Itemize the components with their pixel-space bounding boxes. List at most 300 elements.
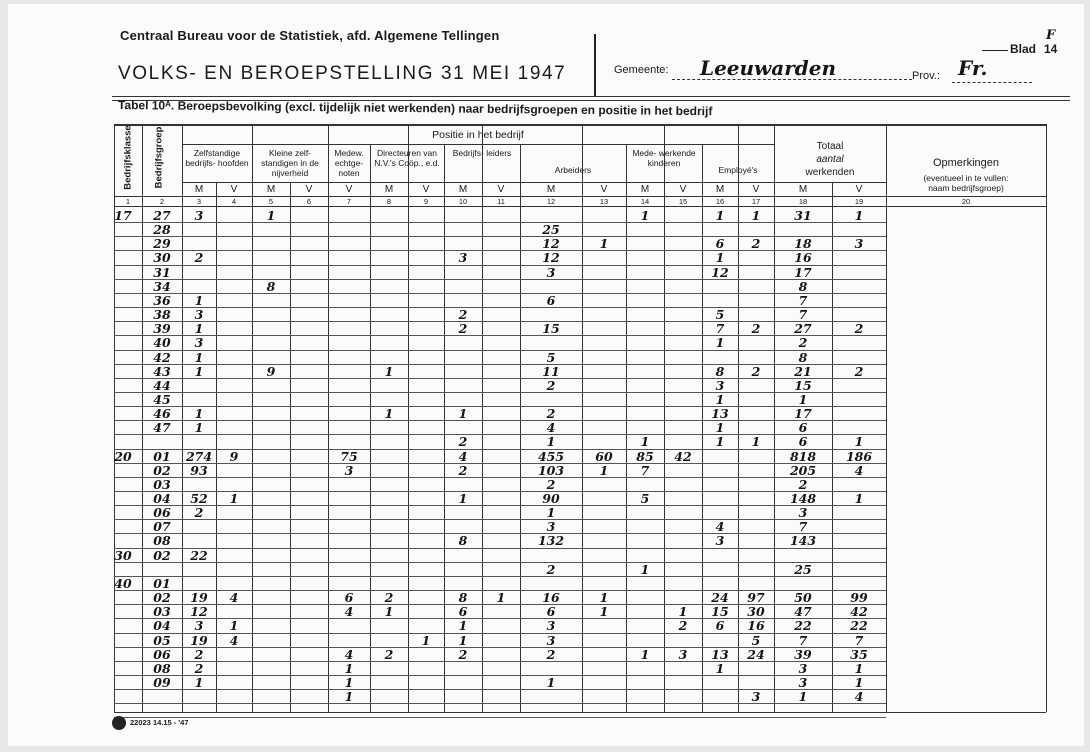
table-cell: 2 (458, 646, 468, 662)
table-cell: 1 (229, 618, 239, 634)
table-cell: 12 (542, 250, 560, 266)
mv-label: M (640, 184, 650, 195)
table-cell: 1 (194, 420, 204, 436)
column-number: 5 (268, 197, 274, 206)
column-number: 19 (854, 197, 864, 206)
mv-label: M (194, 184, 204, 195)
opmerkingen-note: naam bedrijfsgroep) (928, 183, 1004, 193)
table-cell: 22 (850, 618, 868, 634)
table-cell: 1 (599, 462, 609, 478)
group-divider (182, 144, 183, 182)
column-number: 4 (231, 197, 237, 206)
bedrijfsgroep-value: 43 (153, 363, 171, 379)
header-employes: Employé's (718, 165, 758, 175)
table-cell: 1 (599, 604, 609, 620)
prov-value: Fr. (958, 56, 988, 80)
mv-label: V (679, 184, 687, 195)
table-cell: 5 (640, 491, 650, 506)
bedrijfsgroep-value: 02 (153, 590, 171, 606)
row-rule (114, 265, 886, 266)
table-cell: 1 (458, 406, 468, 422)
bedrijfsgroep-value: 02 (153, 547, 171, 563)
table-cell: 2 (458, 321, 468, 337)
bedrijfsgroep-value: 29 (153, 236, 171, 252)
table-cell: 2 (194, 250, 204, 266)
group-divider (370, 144, 371, 182)
table-cell: 8 (715, 363, 725, 379)
table-cell: 1 (384, 406, 394, 422)
group-divider (702, 144, 703, 182)
table-cell: 1 (640, 208, 650, 223)
bedrijfsgroep-value: 46 (153, 406, 171, 422)
table-cell: 1 (194, 321, 204, 337)
row-rule (114, 406, 886, 407)
table-cell: 2 (751, 321, 761, 337)
table-cell: 143 (789, 533, 817, 549)
table-cell: 6 (458, 604, 468, 620)
table-cell: 1 (640, 561, 650, 577)
table-top-rule (114, 124, 1046, 126)
table-cell: 99 (850, 590, 868, 606)
table-cell: 1 (458, 491, 468, 506)
row-rule (114, 576, 886, 577)
table-cell: 1 (798, 689, 808, 705)
table-cell: 15 (542, 321, 560, 337)
table-cell: 1 (715, 208, 725, 223)
bedrijfsgroep-value: 31 (153, 264, 171, 280)
table-cell: 1 (854, 674, 864, 690)
opmerkingen-header: Opmerkingen (932, 157, 1000, 169)
row-rule (114, 350, 886, 351)
table-cell: 1 (546, 674, 556, 690)
table-cell: 1 (229, 491, 239, 506)
group-divider (444, 144, 445, 182)
bedrijfsgroep-value: 36 (153, 292, 171, 308)
bedrijfsgroep-value: 39 (153, 321, 171, 337)
table-cell: 1 (496, 590, 506, 606)
column-number: 15 (678, 197, 688, 206)
bedrijfsklasse-value: 30 (114, 547, 132, 563)
table-cell: 4 (229, 632, 239, 648)
table-cell: 35 (850, 646, 868, 662)
bedrijfsgroep-value: 07 (153, 519, 171, 535)
column-divider (482, 124, 483, 712)
bedrijfsgroep-value: 44 (153, 377, 171, 393)
table-cell: 12 (190, 604, 208, 620)
table-cell: 15 (711, 604, 729, 620)
table-cell: 39 (794, 646, 812, 662)
table-cell: 7 (798, 519, 808, 535)
table-cell: 8 (798, 349, 808, 365)
table-cell: 52 (190, 491, 208, 506)
table-cell: 3 (546, 264, 556, 280)
bedrijfsgroep-value: 04 (153, 491, 171, 506)
row-rule (114, 420, 886, 421)
table-cell: 2 (194, 646, 204, 662)
table-cell: 132 (537, 533, 565, 549)
table-cell: 4 (854, 689, 864, 705)
row-rule (114, 477, 886, 478)
group-divider (252, 144, 253, 182)
row-rule (114, 548, 886, 549)
bedrijfsgroep-value: 04 (153, 618, 171, 634)
table-cell: 1 (798, 391, 808, 407)
table-cell: 2 (751, 363, 761, 379)
table-cell: 455 (537, 448, 565, 464)
bedrijfsgroep-value: 05 (153, 632, 171, 648)
table-cell: 1 (384, 604, 394, 620)
table-cell: 1 (458, 618, 468, 634)
table-cell: 186 (845, 448, 873, 464)
table-cell: 17 (794, 406, 812, 422)
row-rule (114, 562, 886, 563)
table-cell: 19 (190, 590, 208, 606)
bedrijfsgroep-value: 47 (153, 420, 171, 436)
table-cell: 12 (711, 264, 729, 280)
table-cell: 25 (794, 561, 812, 577)
mv-label: M (266, 184, 276, 195)
column-number: 3 (196, 197, 202, 206)
table-cell: 1 (751, 208, 761, 223)
table-cell: 1 (715, 660, 725, 676)
gemeente-value: Leeuwarden (700, 56, 837, 80)
table-cell: 3 (798, 505, 808, 521)
bedrijfsgroep-value: 34 (153, 278, 171, 294)
header-medewerkende: Mede- werkende kinderen (632, 148, 696, 168)
mv-label: M (384, 184, 394, 195)
column-number: 6 (306, 197, 312, 206)
table-cell: 274 (185, 448, 213, 464)
table-cell: 3 (546, 632, 556, 648)
table-cell: 148 (789, 491, 817, 506)
bedrijfsgroep-value: 08 (153, 660, 171, 676)
table-cell: 1 (421, 632, 431, 648)
column-number: 8 (386, 197, 392, 206)
table-cell: 4 (229, 590, 239, 606)
mv-label: V (752, 184, 760, 195)
prov-label: Prov.: (912, 70, 940, 82)
table-cell: 1 (715, 335, 725, 351)
table-cell: 7 (854, 632, 864, 648)
table-cell: 1 (599, 236, 609, 252)
mv-label: V (230, 184, 238, 195)
table-cell: 1 (640, 434, 650, 450)
bedrijfsgroep-value: 06 (153, 646, 171, 662)
row-rule (114, 279, 886, 280)
header-zelfstandige: Zelfstandige bedrijfs- hoofden (185, 148, 249, 168)
table-cell: 2 (854, 321, 864, 337)
table-cell: 2 (384, 590, 394, 606)
table-cell: 47 (794, 604, 812, 620)
document-title: VOLKS- EN BEROEPSTELLING 31 MEI 1947 (118, 63, 567, 84)
bedrijfsgroep-value: 01 (153, 575, 171, 591)
bedrijfsgroep-value: 03 (153, 604, 171, 620)
table-cell: 1 (344, 660, 354, 676)
header-directeuren: Directeuren van N.V.'s Coöp., e.d. (374, 148, 440, 168)
table-cell: 90 (542, 491, 560, 506)
bedrijfsgroep-value: 28 (153, 222, 171, 238)
table-cell: 2 (458, 307, 468, 323)
table-cell: 3 (751, 689, 761, 705)
mv-label: M (715, 184, 725, 195)
table-cell: 1 (854, 660, 864, 676)
row-rule (114, 717, 886, 718)
table-cell: 4 (854, 462, 864, 478)
bedrijfsgroep-value: 02 (153, 462, 171, 478)
table-cell: 13 (711, 406, 729, 422)
table-cell: 205 (789, 462, 817, 478)
table-cell: 7 (798, 292, 808, 308)
table-cell: 1 (854, 491, 864, 506)
table-cell: 2 (458, 434, 468, 450)
table-cell: 16 (542, 590, 560, 606)
bureau-header: Centraal Bureau voor de Statistiek, afd. Algemene Tellingen (120, 28, 500, 43)
mv-label: M (546, 184, 556, 195)
table-cell: 24 (747, 646, 765, 662)
header-kleine: Kleine zelf- standigen in de nijverheid (261, 148, 319, 178)
aantal-header: aantal (816, 154, 844, 165)
table-cell: 18 (794, 236, 812, 252)
table-cell: 2 (798, 335, 808, 351)
mv-label: V (600, 184, 608, 195)
table-cell: 12 (542, 236, 560, 252)
bedrijfsgroep-value: 45 (153, 391, 171, 407)
table-cell: 3 (546, 519, 556, 535)
table-cell: 1 (546, 434, 556, 450)
table-cell: 11 (542, 363, 560, 379)
header-bedrijfsleiders: Bedrijfs- leiders (452, 148, 512, 158)
table-cell: 30 (747, 604, 765, 620)
werkenden-header: werkenden (805, 167, 855, 178)
bedrijfsklasse-value: 20 (114, 448, 132, 464)
table-cell: 1 (854, 434, 864, 450)
table-cell: 7 (798, 632, 808, 648)
table-cell: 1 (384, 363, 394, 379)
table-cell: 2 (798, 476, 808, 492)
column-number: 16 (715, 197, 725, 206)
table-cell: 3 (194, 618, 204, 634)
table-cell: 1 (599, 590, 609, 606)
bedrijfsgroep-value: 08 (153, 533, 171, 549)
table-cell: 6 (546, 292, 556, 308)
table-cell: 3 (194, 335, 204, 351)
footer-stamp-text: 22023 14.15 - '47 (130, 718, 189, 727)
mv-label: V (345, 184, 353, 195)
table-cell: 2 (854, 363, 864, 379)
table-cell: 103 (537, 462, 565, 478)
table-cell: 1 (546, 505, 556, 521)
table-cell: 22 (794, 618, 812, 634)
blad-label: Blad (1010, 42, 1037, 56)
row-rule (114, 519, 886, 520)
bedrijfsgroep-value: 01 (153, 448, 171, 464)
bedrijfsklasse-header: Bedrijfsklasse (122, 125, 134, 190)
table-cell: 9 (266, 363, 276, 379)
mv-label: M (798, 184, 808, 195)
column-divider (142, 124, 143, 712)
table-cell: 75 (340, 448, 358, 464)
blad-mark: F (1046, 28, 1056, 43)
table-cell: 3 (715, 377, 725, 393)
column-number: 2 (159, 197, 165, 206)
bedrijfsgroep-value: 40 (153, 335, 171, 351)
table-cell: 7 (715, 321, 725, 337)
table-cell: 3 (344, 462, 354, 478)
table-cell: 2 (384, 646, 394, 662)
table-cell: 1 (715, 420, 725, 436)
column-number: 14 (640, 197, 650, 206)
table-cell: 6 (715, 618, 725, 634)
table-cell: 2 (546, 476, 556, 492)
table-cell: 1 (715, 250, 725, 266)
column-divider (1046, 124, 1047, 712)
bedrijfsgroep-value: 06 (153, 505, 171, 521)
table-cell: 1 (194, 349, 204, 365)
column-divider (328, 124, 329, 712)
table-cell: 1 (344, 674, 354, 690)
column-number: 20 (961, 197, 971, 206)
table-cell: 4 (344, 604, 354, 620)
table-cell: 93 (190, 462, 208, 478)
table-title: Tabel 10ᴬ. Beroepsbevolking (excl. tijdelijk niet werkenden) naar bedrijfsgroepen en positie in het bedrijf (117, 98, 713, 119)
mv-label: V (497, 184, 505, 195)
table-cell: 27 (794, 321, 812, 337)
column-divider (582, 124, 583, 712)
table-cell: 1 (458, 632, 468, 648)
column-divider (408, 124, 409, 712)
table-cell: 5 (546, 349, 556, 365)
table-cell: 1 (715, 391, 725, 407)
table-cell: 24 (711, 590, 729, 606)
table-cell: 2 (194, 660, 204, 676)
table-cell: 16 (794, 250, 812, 266)
column-number: 18 (798, 197, 808, 206)
table-cell: 5 (715, 307, 725, 323)
table-cell: 85 (636, 448, 654, 464)
table-cell: 25 (542, 222, 560, 238)
bedrijfsgroep-value: 03 (153, 476, 171, 492)
table-cell: 4 (458, 448, 468, 464)
table-cell: 4 (546, 420, 556, 436)
table-cell: 3 (546, 618, 556, 634)
row-rule (114, 392, 886, 393)
bedrijfsgroep-value: 27 (153, 208, 171, 223)
table-cell: 818 (789, 448, 817, 464)
table-cell: 1 (678, 604, 688, 620)
table-bottom-rule (114, 712, 1046, 713)
table-cell: 1 (194, 674, 204, 690)
table-cell: 60 (595, 448, 613, 464)
table-cell: 15 (794, 377, 812, 393)
column-number: 9 (423, 197, 429, 206)
blad-number: 14 (1044, 42, 1058, 56)
mv-label: M (458, 184, 468, 195)
table-cell: 8 (458, 590, 468, 606)
mv-label: V (855, 184, 863, 195)
table-cell: 8 (798, 278, 808, 294)
table-cell: 42 (674, 448, 692, 464)
table-cell: 3 (715, 533, 725, 549)
table-cell: 6 (344, 590, 354, 606)
table-cell: 2 (678, 618, 688, 634)
table-cell: 3 (678, 646, 688, 662)
column-number: 1 (125, 197, 131, 206)
table-cell: 2 (546, 561, 556, 577)
table-cell: 6 (798, 420, 808, 436)
table-cell: 5 (751, 632, 761, 648)
table-cell: 50 (794, 590, 812, 606)
table-cell: 31 (794, 208, 812, 223)
table-cell: 3 (194, 307, 204, 323)
opmerkingen-note: (eventueel in te vullen: (923, 173, 1009, 183)
table-cell: 21 (794, 363, 812, 379)
positie-header: Positie in het bedrijf (432, 129, 524, 141)
bedrijfsklasse-value: 40 (114, 575, 132, 591)
table-cell: 19 (190, 632, 208, 648)
mv-rule (182, 182, 886, 183)
table-cell: 13 (711, 646, 729, 662)
header-medew: Medew. echtge- noten (334, 148, 364, 178)
table-cell: 16 (747, 618, 765, 634)
table-cell: 7 (798, 307, 808, 323)
table-cell: 1 (266, 208, 276, 223)
row-rule (114, 675, 886, 676)
positie-rule (182, 144, 774, 145)
table-cell: 97 (747, 590, 765, 606)
table-cell: 2 (751, 236, 761, 252)
column-number: 7 (346, 197, 352, 206)
table-cell: 1 (640, 646, 650, 662)
bedrijfsgroep-value: 09 (153, 674, 171, 690)
table-cell: 1 (344, 689, 354, 705)
column-divider (886, 124, 887, 712)
group-divider (626, 144, 627, 182)
table-cell: 6 (798, 434, 808, 450)
totaal-header: Totaal (816, 141, 844, 152)
table-cell: 8 (458, 533, 468, 549)
column-number: 17 (751, 197, 761, 206)
table-cell: 7 (640, 462, 650, 478)
header-arbeiders: Arbeiders (554, 165, 592, 175)
bedrijfsklasse-value: 17 (114, 208, 132, 223)
row-rule (114, 307, 886, 308)
table-cell: 42 (850, 604, 868, 620)
bedrijfsgroep-value: 42 (153, 349, 171, 365)
gemeente-label: Gemeente: (614, 64, 669, 76)
column-number: 13 (599, 197, 609, 206)
table-cell: 22 (190, 547, 208, 563)
bedrijfsgroep-value: 38 (153, 307, 171, 323)
column-number: 10 (458, 197, 468, 206)
table-cell: 9 (229, 448, 239, 464)
mv-label: V (305, 184, 313, 195)
mv-label: V (422, 184, 430, 195)
column-number-rule (114, 206, 1046, 207)
group-divider (520, 144, 521, 182)
table-cell: 1 (715, 434, 725, 450)
table-cell: 6 (715, 236, 725, 252)
table-cell: 3 (798, 674, 808, 690)
table-cell: 2 (546, 646, 556, 662)
table-cell: 3 (194, 208, 204, 223)
row-rule (114, 293, 886, 294)
table-cell: 17 (794, 264, 812, 280)
row-rule (114, 533, 886, 534)
table-cell: 1 (194, 363, 204, 379)
table-cell: 1 (751, 434, 761, 450)
table-cell: 6 (546, 604, 556, 620)
table-cell: 2 (194, 505, 204, 521)
